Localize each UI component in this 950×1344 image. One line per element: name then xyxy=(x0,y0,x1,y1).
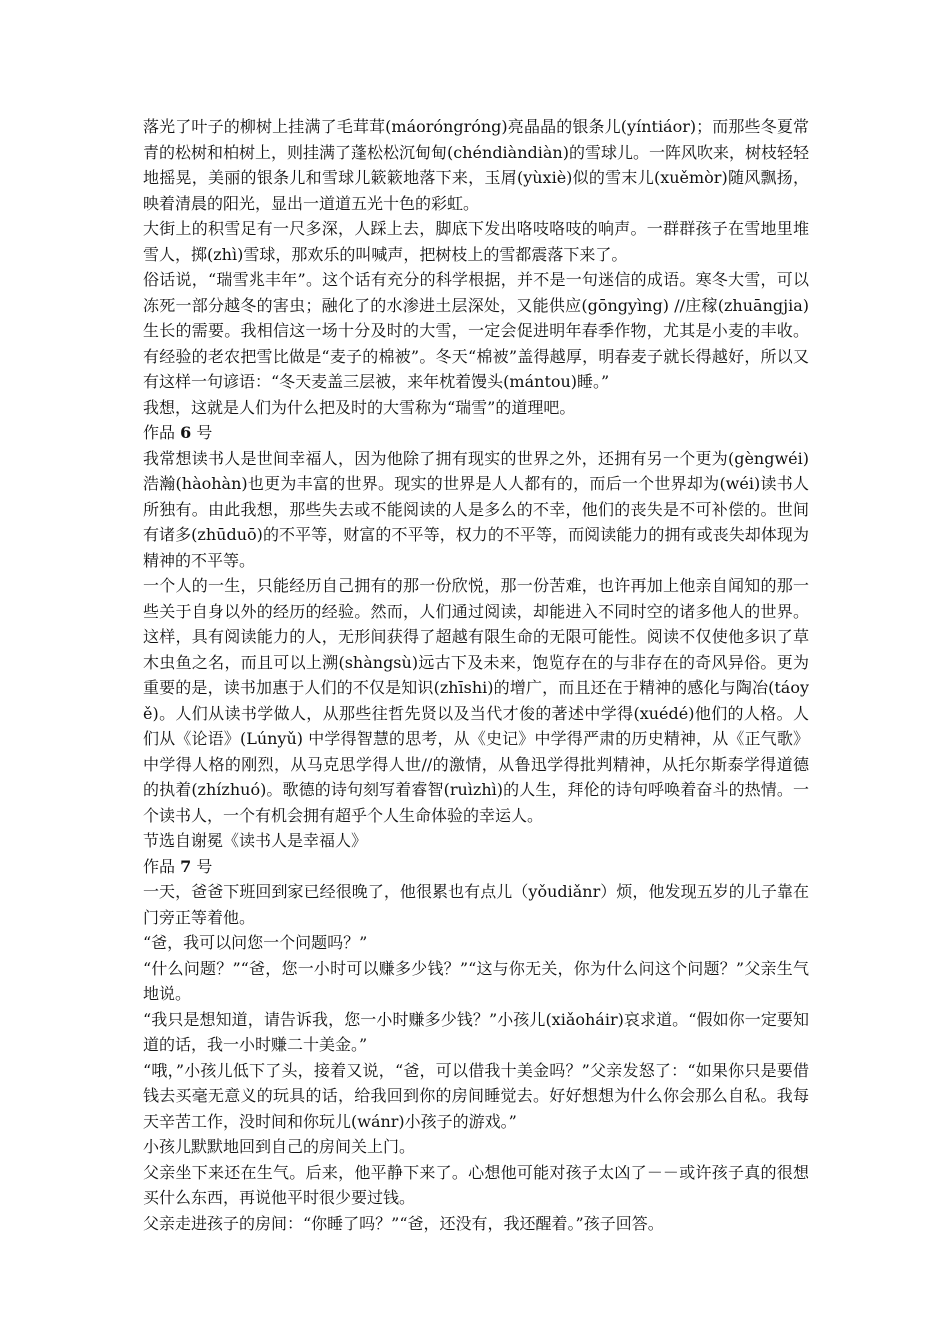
heading-suffix: 号 xyxy=(196,856,213,876)
paragraph: 落光了叶子的柳树上挂满了毛茸茸(máoróngróng)亮晶晶的银条儿(yíntiáor)；而那些冬夏常青的松树和柏树上，则挂满了蓬松松沉甸甸(chéndiàndiàn)的雪球儿。一阵风吹来，树枝轻轻地摇晃，美丽的银条儿和雪球儿簌簌地落下来，玉屑(yùxiè)似的雪末儿(xuěmòr)随风飘扬，映着清晨的阳光，显出一道道五光十色的彩虹。 xyxy=(143,117,809,213)
paragraph: “我只是想知道，请告诉我，您一小时赚多少钱？”小孩儿(xiǎoháir)哀求道。“假如你一定要知道的话，我一小时赚二十美金。” xyxy=(143,1009,809,1054)
paragraph: 俗话说，“瑞雪兆丰年”。这个话有充分的科学根据，并不是一句迷信的成语。寒冬大雪，可以冻死一部分越冬的害虫；融化了的水渗进土层深处，又能供应(gōngyìng) //庄稼(zhuāngjia)生长的需要。我相信这一场十分及时的大雪，一定会促进明年春季作物，尤其是小麦的丰收。有经验的老农把雪比做是“麦子的棉被”。冬天“棉被”盖得越厚，明春麦子就长得越好，所以又有这样一句谚语：“冬天麦盖三层被，来年枕着馒头(mántou)睡。” xyxy=(143,270,809,391)
paragraph: 父亲走进孩子的房间：“你睡了吗？”“爸，还没有，我还醒着。”孩子回答。 xyxy=(143,1213,664,1233)
heading-suffix: 号 xyxy=(196,423,213,442)
paragraph: 大街上的积雪足有一尺多深，人踩上去，脚底下发出咯吱咯吱的响声。一群群孩子在雪地里堆雪人，掷(zhì)雪球，那欢乐的叫喊声，把树枝上的雪都震落下来了。 xyxy=(143,219,809,264)
paragraph: 一个人的一生，只能经历自己拥有的那一份欣悦，那一份苦难，也许再加上他亲自闻知的那一些关于自身以外的经历的经验。然而，人们通过阅读，却能进入不同时空的诸多他人的世界。这样，具有阅读能力的人，无形间获得了超越有限生命的无限可能性。阅读不仅使他多识了草木虫鱼之名，而且可以上溯(shàngsù)远古下及未来，饱览存在的与非存在的奇风异俗。更为重要的是，读书加惠于人们的不仅是知识(zhīshi)的增广，而且还在于精神的感化与陶冶(táoyě)。人们从读书学做人，从那些往哲先贤以及当代才俊的著述中学得(xuédé)他们的人格。人们从《论语》(Lúnyǔ) 中学得智慧的思考，从《史记》中学得严肃的历史精神，从《正气歌》中学得人格的刚烈，从马克思学得人世//的激情，从鲁迅学得批判精神，从托尔斯泰学得道德的执着(zhízhuó)。歌德的诗句刻写着睿智(ruìzhì)的人生，拜伦的诗句呼唤着奋斗的热情。一个读书人，一个有机会拥有超乎个人生命体验的幸运人。 xyxy=(143,576,809,825)
heading-number: 7 xyxy=(180,856,192,876)
paragraph: “哦，”小孩儿低下了头，接着又说，“爸，可以借我十美金吗？”父亲发怒了：“如果你只是要借钱去买毫无意义的玩具的话，给我回到你的房间睡觉去。好好想想为什么你会那么自私。我每天辛苦工作，没时间和你玩儿(wánr)小孩子的游戏。” xyxy=(143,1060,809,1131)
section-heading xyxy=(143,420,809,446)
source-note: 节选自谢冕《读书人是幸福人》 xyxy=(143,831,368,850)
paragraph: “什么问题？”“爸，您一小时可以赚多少钱？”“这与你无关，你为什么问这个问题？”父亲生气地说。 xyxy=(143,958,809,1003)
heading-label: 作品 xyxy=(143,423,176,442)
paragraph: “爸，我可以问您一个问题吗？” xyxy=(143,933,368,952)
paragraph: 一天，爸爸下班回到家已经很晚了，他很累也有点儿（yǒudiǎnr）烦，他发现五岁的儿子靠在门旁正等着他。 xyxy=(143,882,809,927)
paragraph: 我想，这就是人们为什么把及时的大雪称为“瑞雪”的道理吧。 xyxy=(143,397,576,417)
heading-label: 作品 xyxy=(143,856,176,876)
heading-number: 6 xyxy=(180,423,192,442)
document-page xyxy=(143,114,809,1236)
section-heading xyxy=(143,854,809,880)
paragraph: 我常想读书人是世间幸福人，因为他除了拥有现实的世界之外，还拥有另一个更为(gèngwéi)浩瀚(hàohàn)也更为丰富的世界。现实的世界是人人都有的，而后一个世界却为(wéi)读书人所独有。由此我想，那些失去或不能阅读的人是多么的不幸，他们的丧失是不可补偿的。世间有诸多(zhūduō)的不平等，财富的不平等，权力的不平等，而阅读能力的拥有或丧失却体现为精神的不平等。 xyxy=(143,448,809,570)
paragraph: 小孩儿默默地回到自己的房间关上门。 xyxy=(143,1137,416,1156)
paragraph: 父亲坐下来还在生气。后来，他平静下来了。心想他可能对孩子太凶了－－或许孩子真的很想买什么东西，再说他平时很少要过钱。 xyxy=(143,1162,809,1207)
